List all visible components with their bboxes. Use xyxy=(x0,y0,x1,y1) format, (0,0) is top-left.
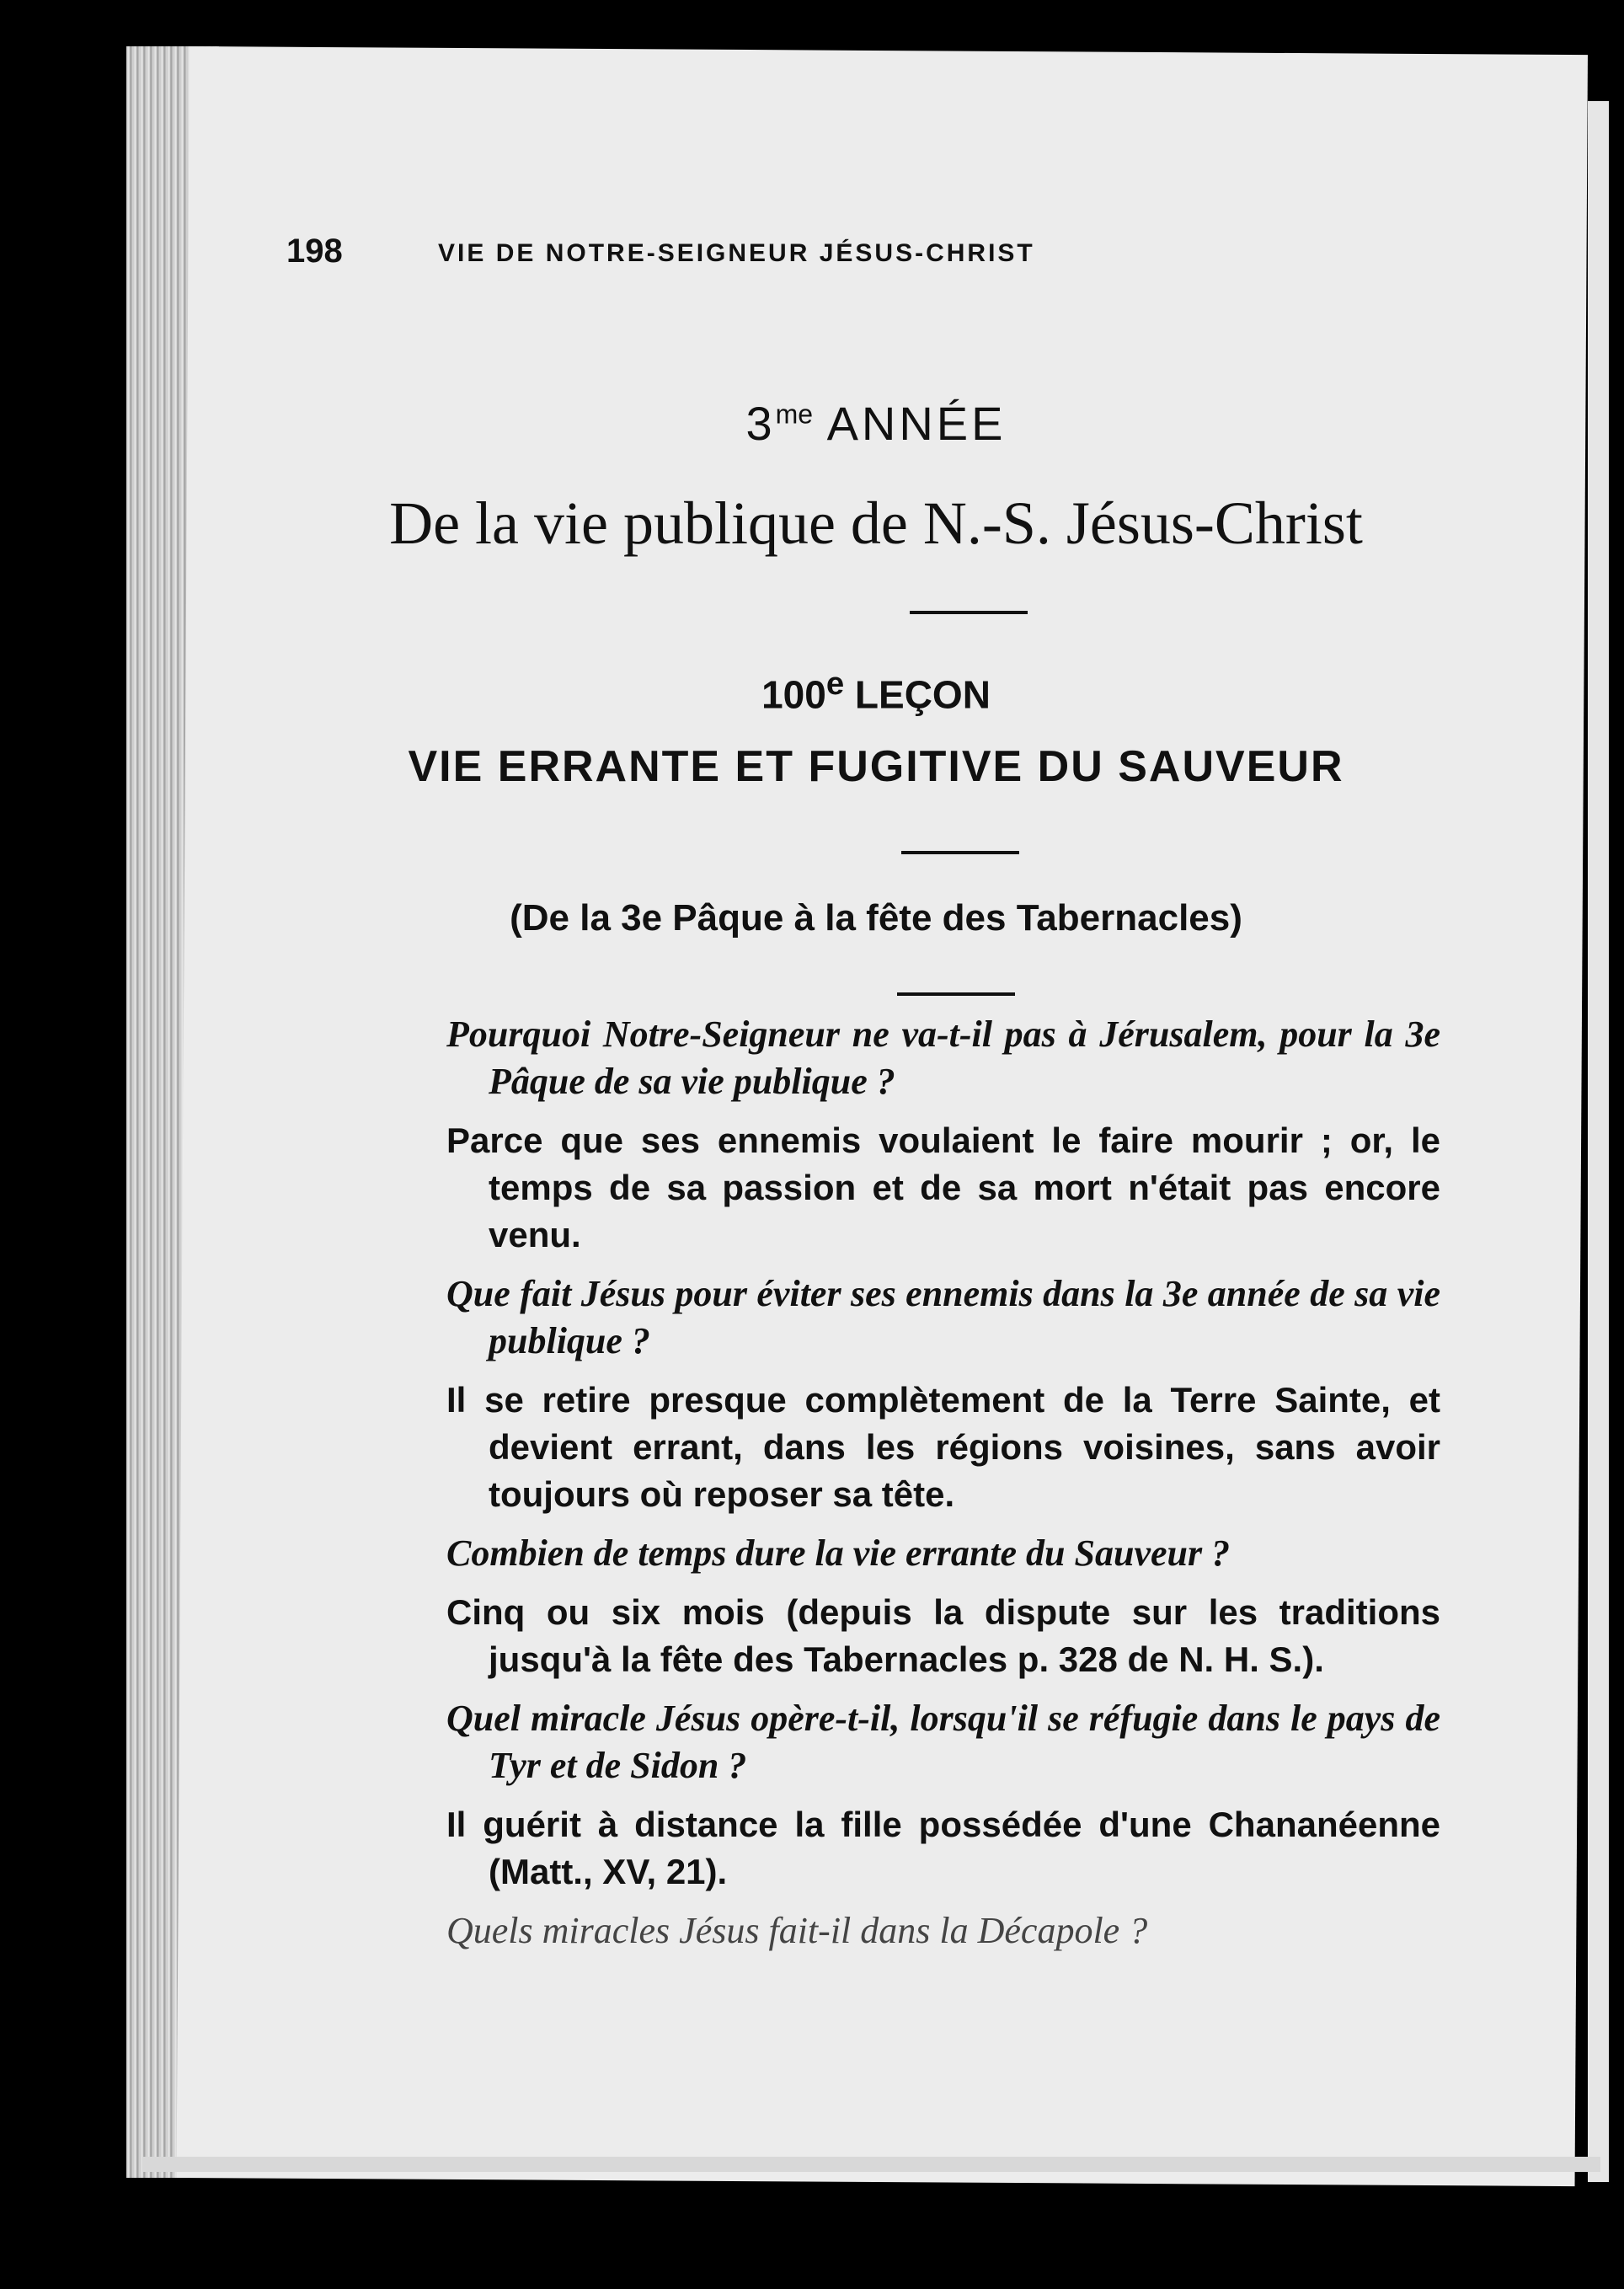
lesson-number: 100 xyxy=(761,672,826,717)
question-text: Pourquoi Notre-Seigneur ne va-t-il pas à Jérusalem, pour la 3e Pâque de sa vie publique ? xyxy=(446,1013,1440,1102)
lesson-heading xyxy=(286,666,1466,717)
running-head xyxy=(286,227,1297,278)
answer-text: Il se retire presque complètement de la Terre Sainte, et devient errant, dans les régions voisines, sans avoir toujours où reposer sa tête. xyxy=(446,1380,1440,1514)
divider-rule xyxy=(897,992,1015,996)
answer-text: Cinq ou six mois (depuis la dispute sur les traditions jusqu'à la fête des Tabernacles p. 328 de N. H. S.). xyxy=(446,1592,1440,1679)
lesson-title: VIE ERRANTE ET FUGITIVE DU SAUVEUR xyxy=(408,742,1344,791)
question-text: Quels miracles Jésus fait-il dans la Décapole ? xyxy=(446,1910,1148,1951)
year-heading xyxy=(286,396,1466,451)
answer-text: Il guérit à distance la fille possédée d'une Chananéenne (Matt., XV, 21). xyxy=(446,1805,1440,1891)
answer-text: Parce que ses ennemis voulaient le faire mourir ; or, le temps de sa passion et de sa mort n'était pas encore venu. xyxy=(446,1120,1440,1254)
question-text: Quel miracle Jésus opère-t-il, lorsqu'il se réfugie dans le pays de Tyr et de Sidon ? xyxy=(446,1698,1440,1786)
lesson-number-suffix: e xyxy=(825,666,845,702)
section-subtitle: De la vie publique de N.-S. Jésus-Christ xyxy=(389,489,1363,557)
divider-rule xyxy=(901,851,1019,854)
question-answer-list xyxy=(446,1011,1440,1966)
page-bottom-edge xyxy=(143,2157,1600,2172)
year-label: ANNÉE xyxy=(826,397,1007,450)
lesson-period: (De la 3e Pâque à la fête des Tabernacles) xyxy=(510,897,1242,939)
question-text: Combien de temps dure la vie errante du Sauveur ? xyxy=(446,1532,1231,1574)
year-suffix: me xyxy=(775,398,814,430)
facing-page-edge xyxy=(1588,101,1609,2182)
year-number: 3 xyxy=(745,397,776,450)
question-text: Que fait Jésus pour éviter ses ennemis dans la 3e année de sa vie publique ? xyxy=(446,1273,1440,1361)
divider-rule xyxy=(910,611,1028,614)
running-title: VIE DE NOTRE-SEIGNEUR JÉSUS-CHRIST xyxy=(438,239,1035,267)
lesson-label: LEÇON xyxy=(854,672,991,717)
page-number: 198 xyxy=(286,233,343,270)
